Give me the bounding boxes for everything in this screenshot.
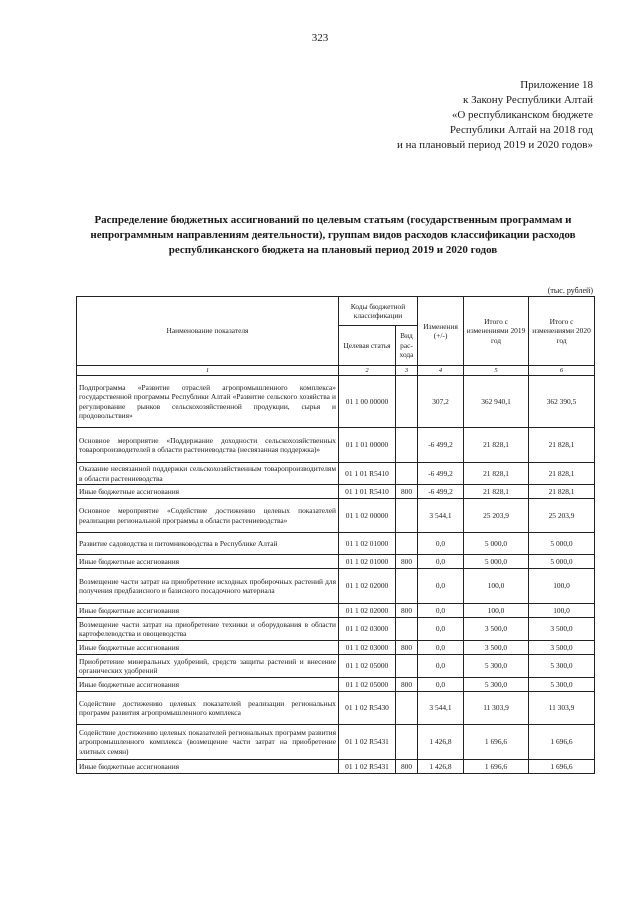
row-2019-value: 25 203,9: [464, 499, 529, 533]
row-name-cell: Основное мероприятие «Поддержание доходности сельскохозяйственных товаропроизводителей в области растениеводства (несвязанная поддержка)»: [77, 428, 339, 463]
row-change-value: 3 544,1: [418, 499, 464, 533]
row-2019-value: 21 828,1: [464, 428, 529, 463]
row-2020-value: 100,0: [529, 604, 595, 618]
row-name-cell: Подпрограмма «Развитие отраслей агропромышленного комплекса» государственной программы Республики Алтай «Развитие сельского хозяйства и регулирование рынков сельскохозяйственной продукции, сырья и продовольствия»: [77, 376, 339, 428]
row-change-value: 1 426,8: [418, 725, 464, 760]
row-target-code: 01 1 02 05000: [339, 678, 396, 692]
appendix-line: к Закону Республики Алтай: [463, 94, 593, 106]
row-expense-type: 800: [396, 641, 418, 655]
row-2019-value: 362 940,1: [464, 376, 529, 428]
row-name-cell: Приобретение минеральных удобрений, средств защиты растений и внесение органических удобрений: [77, 655, 339, 678]
column-number: 3: [396, 366, 418, 376]
row-target-code: 01 1 02 R5430: [339, 692, 396, 725]
row-expense-type: [396, 655, 418, 678]
row-target-code: 01 1 02 00000: [339, 499, 396, 533]
row-name-cell: Возмещение части затрат на приобретение исходных пробирочных растений для получения предбазисного и базисного посадочного материала: [77, 569, 339, 604]
row-change-value: -6 499,2: [418, 463, 464, 485]
row-2020-value: 5 300,0: [529, 655, 595, 678]
column-number: 6: [529, 366, 595, 376]
row-change-value: 0,0: [418, 604, 464, 618]
row-target-code: 01 1 02 R5431: [339, 760, 396, 774]
page-number: 323: [311, 32, 329, 44]
row-expense-type: [396, 569, 418, 604]
row-target-code: 01 1 02 02000: [339, 569, 396, 604]
row-name-cell: Содействие достижению целевых показателей региональных программ развития агропромышленного комплекса (возмещение части затрат на приобретение элитных семян): [77, 725, 339, 760]
row-name-cell: Иные бюджетные ассигнования: [77, 555, 339, 569]
units-label: (тыс. рублей): [547, 286, 593, 295]
header-changes: Изменения (+/-): [418, 297, 464, 366]
table-row: [77, 376, 595, 428]
row-2020-value: 3 500,0: [529, 641, 595, 655]
row-change-value: -6 499,2: [418, 485, 464, 499]
table-row: [77, 569, 595, 604]
row-name-cell: Иные бюджетные ассигнования: [77, 641, 339, 655]
row-expense-type: [396, 618, 418, 641]
row-name-cell: Развитие садоводства и питомниководства в Республике Алтай: [77, 533, 339, 555]
table-row: [77, 655, 595, 678]
column-number: 5: [464, 366, 529, 376]
row-name-cell: Иные бюджетные ассигнования: [77, 485, 339, 499]
row-expense-type: 800: [396, 485, 418, 499]
table-row: [77, 618, 595, 641]
row-name-cell: Оказание несвязанной поддержки сельскохозяйственным товаропроизводителям в области растениеводства: [77, 463, 339, 485]
row-change-value: 307,2: [418, 376, 464, 428]
row-target-code: 01 1 02 01000: [339, 555, 396, 569]
row-expense-type: 800: [396, 760, 418, 774]
row-change-value: 0,0: [418, 555, 464, 569]
row-target-code: 01 1 01 00000: [339, 428, 396, 463]
row-2020-value: 21 828,1: [529, 485, 595, 499]
row-name-cell: Иные бюджетные ассигнования: [77, 678, 339, 692]
appendix-block: [397, 78, 593, 153]
row-2019-value: 5 300,0: [464, 655, 529, 678]
row-2020-value: 5 300,0: [529, 678, 595, 692]
row-target-code: 01 1 02 02000: [339, 604, 396, 618]
appendix-line: «О республиканском бюджете: [451, 109, 593, 121]
row-2020-value: 362 390,5: [529, 376, 595, 428]
row-2019-value: 100,0: [464, 604, 529, 618]
row-2019-value: 21 828,1: [464, 463, 529, 485]
table-row: [77, 533, 595, 555]
document-title: Распределение бюджетных ассигнований по целевым статьям (государственным программам и непрограммным направлениям деятельности), группам видов расходов классификации расходов республиканского бюджета на плановый период 2019 и 2020 годов: [90, 214, 576, 256]
row-change-value: 0,0: [418, 618, 464, 641]
row-name-cell: Иные бюджетные ассигнования: [77, 760, 339, 774]
header-expense-type: Вид рас-хода: [396, 326, 418, 366]
row-target-code: 01 1 00 00000: [339, 376, 396, 428]
appendix-line: и на плановый период 2019 и 2020 годов»: [396, 139, 593, 151]
table-row: [77, 499, 595, 533]
row-2019-value: 3 500,0: [464, 618, 529, 641]
row-target-code: 01 1 02 03000: [339, 641, 396, 655]
row-name-cell: Основное мероприятие «Содействие достижению целевых показателей реализации региональной программы в области растениеводства»: [77, 499, 339, 533]
row-2020-value: 1 696,6: [529, 760, 595, 774]
row-change-value: 0,0: [418, 655, 464, 678]
row-change-value: 0,0: [418, 569, 464, 604]
row-expense-type: [396, 376, 418, 428]
row-target-code: 01 1 02 01000: [339, 533, 396, 555]
row-target-code: 01 1 01 R5410: [339, 485, 396, 499]
header-target: Целевая статья: [339, 326, 396, 366]
row-name-cell: Иные бюджетные ассигнования: [77, 604, 339, 618]
row-2019-value: 21 828,1: [464, 485, 529, 499]
row-change-value: -6 499,2: [418, 428, 464, 463]
row-name-cell: Содействие достижению целевых показателей реализации региональных программ развития агропромышленного комплекса: [77, 692, 339, 725]
appendix-line: Республики Алтай на 2018 год: [449, 124, 593, 136]
row-expense-type: [396, 463, 418, 485]
row-2020-value: 5 000,0: [529, 555, 595, 569]
table-row: [77, 725, 595, 760]
table-row: [77, 428, 595, 463]
row-target-code: 01 1 01 R5410: [339, 463, 396, 485]
row-change-value: 1 426,8: [418, 760, 464, 774]
row-2019-value: 1 696,6: [464, 760, 529, 774]
header-total-2020: Итого с изменениями 2020 год: [529, 297, 595, 366]
row-change-value: 0,0: [418, 641, 464, 655]
row-expense-type: [396, 428, 418, 463]
column-number: 2: [339, 366, 396, 376]
row-expense-type: [396, 499, 418, 533]
row-2019-value: 5 300,0: [464, 678, 529, 692]
row-2020-value: 3 500,0: [529, 618, 595, 641]
header-codes: Коды бюджетной классификации: [339, 297, 418, 326]
row-change-value: 3 544,1: [418, 692, 464, 725]
table-row: [77, 463, 595, 485]
row-expense-type: [396, 725, 418, 760]
row-2020-value: 100,0: [529, 569, 595, 604]
table-row: [77, 604, 595, 618]
row-target-code: 01 1 02 R5431: [339, 725, 396, 760]
row-expense-type: 800: [396, 678, 418, 692]
row-2020-value: 5 000,0: [529, 533, 595, 555]
table-row: [77, 555, 595, 569]
table-row: [77, 760, 595, 774]
row-2020-value: 11 303,9: [529, 692, 595, 725]
row-2019-value: 11 303,9: [464, 692, 529, 725]
header-name: Наименование показателя: [77, 297, 339, 366]
row-2019-value: 100,0: [464, 569, 529, 604]
row-target-code: 01 1 02 05000: [339, 655, 396, 678]
row-expense-type: [396, 692, 418, 725]
column-number: 1: [77, 366, 339, 376]
table-row: [77, 641, 595, 655]
row-change-value: 0,0: [418, 678, 464, 692]
row-expense-type: [396, 533, 418, 555]
table-row: [77, 692, 595, 725]
appendix-line: Приложение 18: [520, 79, 593, 91]
row-2019-value: 3 500,0: [464, 641, 529, 655]
row-2019-value: 1 696,6: [464, 725, 529, 760]
header-total-2019: Итого с изменениями 2019 год: [464, 297, 529, 366]
table-row: [77, 485, 595, 499]
row-expense-type: 800: [396, 555, 418, 569]
row-target-code: 01 1 02 03000: [339, 618, 396, 641]
column-number: 4: [418, 366, 464, 376]
row-name-cell: Возмещение части затрат на приобретение техники и оборудования в области картофелеводства и овощеводства: [77, 618, 339, 641]
row-2020-value: 21 828,1: [529, 463, 595, 485]
budget-table: [76, 296, 595, 774]
row-2020-value: 21 828,1: [529, 428, 595, 463]
row-expense-type: 800: [396, 604, 418, 618]
row-2019-value: 5 000,0: [464, 555, 529, 569]
row-2020-value: 1 696,6: [529, 725, 595, 760]
table-row: [77, 678, 595, 692]
row-2019-value: 5 000,0: [464, 533, 529, 555]
row-change-value: 0,0: [418, 533, 464, 555]
row-2020-value: 25 203,9: [529, 499, 595, 533]
